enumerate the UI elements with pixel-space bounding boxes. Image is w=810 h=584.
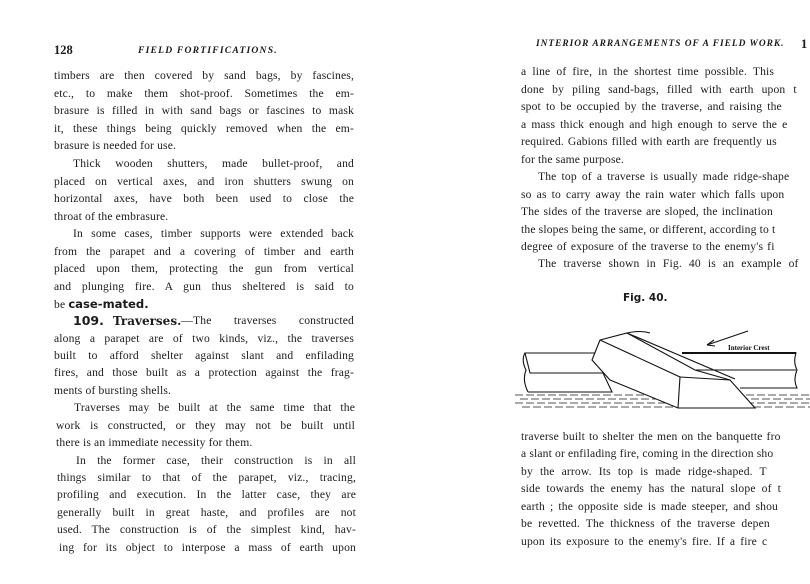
text-line: there is an immediate necessity for them. xyxy=(56,436,253,449)
text-line: spot to be occupied by the traverse, and raising the xyxy=(521,100,782,113)
text-line: a slant or enfilading fire, coming in the direction sho xyxy=(521,447,774,460)
text-line: things similar to that of the parapet, viz., tracing, xyxy=(57,471,356,484)
text-line: ments of bursting shells. xyxy=(54,384,172,397)
running-head: FIELD FORTIFICATIONS. xyxy=(138,45,278,56)
section-number: 109. xyxy=(73,313,104,328)
right-page xyxy=(500,0,810,584)
text-line: timbers are then covered by sand bags, by fascines, xyxy=(54,69,354,82)
fire-direction-arrow xyxy=(707,331,748,345)
text-line: used. The construction is of the simplest kind, hav- xyxy=(57,523,356,536)
text-line: degree of exposure of the traverse to the enemy's fi xyxy=(521,240,775,253)
figure-label: Interior Crest xyxy=(728,344,770,352)
term-case-mated: case-mated. xyxy=(68,297,149,311)
running-head: INTERIOR ARRANGEMENTS OF A FIELD WORK. xyxy=(536,39,785,49)
section-title: Traverses. xyxy=(112,314,182,328)
text-line: a line of fire, in the shortest time possible. This xyxy=(521,65,775,78)
text-line: from the parapet and a covering of timber and earth xyxy=(54,245,354,258)
text-line: fires, and those built as a protection against the frag- xyxy=(54,366,354,379)
text-line: etc., to make them shot-proof. Sometimes the em- xyxy=(54,87,354,100)
text-line: a mass thick enough and high enough to serve the e xyxy=(521,118,788,131)
text-line: The sides of the traverse are sloped, the inclination xyxy=(521,205,773,218)
text-line: In the former case, their construction is in all xyxy=(76,454,356,467)
text-line: side towards the enemy has the natural slope of t xyxy=(521,482,782,495)
text-line: The traverse shown in Fig. 40 is an example of xyxy=(538,257,799,270)
text-line: so as to carry away the rain water which falls upon xyxy=(521,188,785,201)
page-number-partial: 1 xyxy=(801,37,808,51)
text-line: upon its exposure to the enemy's fire. If a fire c xyxy=(521,535,768,548)
text-line: The top of a traverse is usually made ridge-shape xyxy=(538,170,790,183)
text-line: Traverses may be built at the same time that the xyxy=(74,401,355,414)
text-line: brasure is needed for use. xyxy=(54,139,177,152)
text-line: placed upon them, protecting the gun from vertical xyxy=(54,262,354,275)
text-line: along a parapet are of two kinds, viz., the traverses xyxy=(54,332,354,345)
text-line: be revetted. The thickness of the traverse depen xyxy=(521,517,770,530)
text-line: traverse built to shelter the men on the banquette fro xyxy=(521,430,781,443)
text-line: by the arrow. Its top is made ridge-shaped. T xyxy=(521,465,767,478)
text-line: built to afford shelter against slant and enfilading xyxy=(54,349,354,362)
text-line: the slopes being the same, or different, according to t xyxy=(521,223,776,236)
text-line: generally built in great haste, and profiles are not xyxy=(57,506,356,519)
left-page xyxy=(0,0,400,584)
figure-title: Fig. 40. xyxy=(623,292,668,304)
text-line: for the same purpose. xyxy=(521,153,624,166)
text-line: In some cases, timber supports were extended back xyxy=(73,227,354,240)
text-line: brasure is filled in with sand bags or fascines to mask xyxy=(54,104,354,117)
section-heading-line xyxy=(73,314,354,328)
text-line: it, these things being quickly removed when the em- xyxy=(54,122,354,135)
text-line: Thick wooden shutters, made bullet-proof, and xyxy=(73,157,354,170)
text-line: placed on vertical axes, and iron shutters swung on xyxy=(54,175,354,188)
traverse-crown xyxy=(627,332,650,334)
text-line: ing for its object to interpose a mass of earth upon xyxy=(59,541,356,554)
figure-traverse-illustration xyxy=(500,300,810,410)
text-fragment: be xyxy=(54,298,66,311)
text-line: and plunging fire. A gun thus sheltered is said to xyxy=(54,280,354,293)
text-fragment: —The traverses constructed xyxy=(181,314,354,327)
text-line xyxy=(54,297,149,312)
text-line: throat of the embrasure. xyxy=(54,210,169,223)
text-line: earth ; the opposite side is made steeper, and shou xyxy=(521,500,778,513)
text-line: horizontal axes, have both been used to close the xyxy=(54,192,354,205)
text-line: required. Gabions filled with earth are frequently us xyxy=(521,135,777,148)
text-line: profiling and execution. In the latter case, they are xyxy=(57,488,356,501)
text-line: done by piling sand-bags, filled with earth upon t xyxy=(521,83,797,96)
text-line: work is constructed, or they may not be built until xyxy=(56,419,355,432)
page-number: 128 xyxy=(54,43,73,57)
